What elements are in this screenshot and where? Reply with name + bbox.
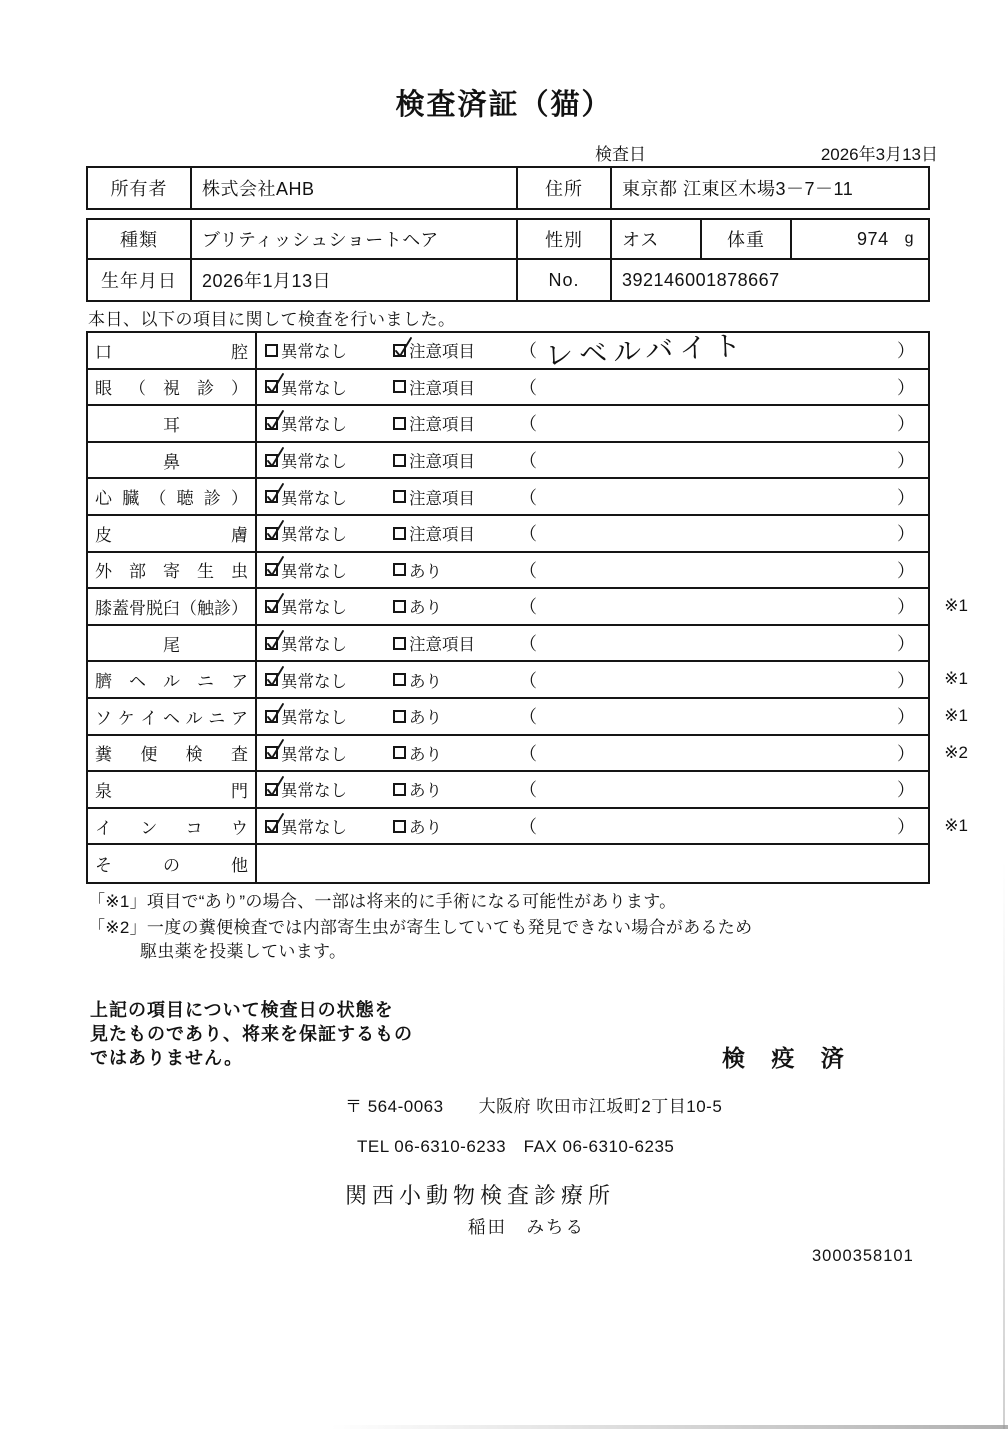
checkbox-icon <box>265 710 278 723</box>
paren-open: （ <box>519 414 537 435</box>
inspection-date-value: 2026年3月13日 <box>820 145 938 164</box>
checkbox-label: 注意項目 <box>409 416 475 435</box>
checkbox-label: あり <box>409 709 442 728</box>
checkbox-attention <box>393 699 442 734</box>
handwritten-check-icon <box>264 701 285 726</box>
checkbox-no-abnormality <box>265 772 347 807</box>
pet-row-2 <box>88 260 928 300</box>
checkbox-label: 異常なし <box>281 599 347 618</box>
checkbox-no-abnormality <box>265 626 347 661</box>
checkbox-label: 異常なし <box>281 489 347 508</box>
paren-close: ） <box>897 560 915 581</box>
exam-result-cell <box>257 370 928 405</box>
exam-result-cell <box>257 662 928 697</box>
checkbox-label: 異常なし <box>281 709 347 728</box>
checkbox-label: 異常なし <box>281 636 347 655</box>
exam-result-cell <box>257 626 928 661</box>
exam-result-cell <box>257 699 928 734</box>
paren-close: ） <box>897 597 915 618</box>
checkbox-label: 異常なし <box>281 672 347 691</box>
checkbox-label: 異常なし <box>281 416 347 435</box>
exam-result-cell <box>257 406 928 441</box>
paren-close: ） <box>897 780 915 801</box>
exam-item-label: そ の 他 <box>88 845 257 882</box>
checkbox-no-abnormality <box>265 553 347 588</box>
weight-value <box>792 220 928 258</box>
paren-close: ） <box>897 487 915 508</box>
exam-result-cell <box>257 736 928 771</box>
exam-row <box>88 516 928 553</box>
paren-open: （ <box>519 451 537 472</box>
exam-result-cell <box>257 553 928 588</box>
owner-label: 所有者 <box>88 168 192 208</box>
exam-item-label: 泉 門 <box>88 772 257 807</box>
exam-row <box>88 699 968 736</box>
checkbox-icon <box>393 344 406 357</box>
scan-artifact-bottom-edge <box>330 1425 1008 1429</box>
address-value: 東京都 江東区木場3－7－11 <box>622 179 854 199</box>
checkbox-no-abnormality <box>265 662 347 697</box>
checkbox-label: 異常なし <box>281 745 347 764</box>
checkbox-no-abnormality <box>265 699 347 734</box>
quarantine-passed-stamp: 検 疫 済 <box>722 1045 854 1071</box>
checkbox-no-abnormality <box>265 809 347 844</box>
exam-result-cell <box>257 589 928 624</box>
paren-open: （ <box>519 377 537 398</box>
checkbox-label: 注意項目 <box>409 636 475 655</box>
checkbox-label: 異常なし <box>281 343 347 362</box>
exam-result-cell <box>257 329 928 372</box>
checkbox-attention <box>393 333 475 368</box>
exam-result-cell <box>257 772 928 807</box>
footnote-2-line-2: 駆虫薬を投薬しています。 <box>140 942 347 961</box>
exam-row <box>88 589 968 626</box>
checkbox-no-abnormality <box>265 736 347 771</box>
paren-close: ） <box>897 670 915 691</box>
paren-close: ） <box>897 341 915 362</box>
checkbox-attention <box>393 809 442 844</box>
checkbox-label: あり <box>409 562 442 581</box>
checkbox-icon <box>265 417 278 430</box>
exam-intro-text: 本日、以下の項目に関して検査を行いました。 <box>88 310 456 329</box>
paren-open: （ <box>519 817 537 838</box>
sex-label: 性別 <box>518 220 612 258</box>
disclaimer-line-1: 上記の項目について検査日の状態を <box>90 1000 394 1020</box>
checkbox-icon <box>265 783 278 796</box>
checkbox-icon <box>393 490 406 503</box>
paren-close: ） <box>897 743 915 764</box>
checkbox-attention <box>393 772 442 807</box>
certificate-no-label: No. <box>518 260 612 300</box>
exam-row <box>88 443 928 480</box>
exam-item-label: イ ン コ ウ <box>88 809 257 844</box>
pet-row-1 <box>88 220 928 260</box>
exam-row <box>88 479 928 516</box>
footnote-mark: ※1 <box>944 596 968 616</box>
footnote-mark: ※2 <box>944 742 968 762</box>
handwritten-check-icon <box>264 408 285 433</box>
paren-open: （ <box>519 670 537 691</box>
address-label: 住所 <box>518 168 612 208</box>
clinic-tel-fax: TEL 06-6310-6233 FAX 06-6310-6235 <box>357 1137 675 1156</box>
checkbox-icon <box>393 673 406 686</box>
checkbox-attention <box>393 443 475 478</box>
checkbox-icon <box>265 600 278 613</box>
paren-close: ） <box>897 414 915 435</box>
checkbox-icon <box>393 600 406 613</box>
exam-result-cell <box>257 516 928 551</box>
exam-row <box>88 662 968 699</box>
checkbox-icon <box>265 344 278 357</box>
checkbox-icon <box>265 746 278 759</box>
checkbox-icon <box>265 527 278 540</box>
birthdate-value: 2026年1月13日 <box>192 260 518 300</box>
weight-unit: g <box>904 230 914 247</box>
checkbox-label: 異常なし <box>281 379 347 398</box>
paren-open: （ <box>519 634 537 655</box>
exam-row <box>88 329 928 372</box>
checkbox-attention <box>393 370 475 405</box>
paren-close: ） <box>897 524 915 545</box>
footnote-mark: ※1 <box>944 669 968 689</box>
handwritten-check-icon <box>264 774 285 799</box>
paren-open: （ <box>519 341 537 362</box>
checkbox-label: 注意項目 <box>409 379 475 398</box>
inspection-date-label: 検査日 <box>595 145 646 164</box>
checkbox-icon <box>265 820 278 833</box>
paren-open: （ <box>519 743 537 764</box>
exam-item-label: 外 部 寄 生 虫 <box>88 553 257 588</box>
handwritten-check-icon <box>264 518 285 543</box>
handwritten-check-icon <box>264 591 285 616</box>
checkbox-label: 注意項目 <box>409 526 475 545</box>
scan-artifact-right-edge <box>1003 860 1005 1429</box>
breed-label: 種類 <box>88 220 192 258</box>
checkbox-icon <box>265 637 278 650</box>
exam-row <box>88 406 928 443</box>
sex-value: オス <box>612 220 702 258</box>
exam-row <box>88 553 928 590</box>
checkbox-attention <box>393 626 475 661</box>
checkbox-no-abnormality <box>265 333 347 368</box>
exam-row <box>88 626 928 663</box>
checkbox-icon <box>265 380 278 393</box>
exam-table <box>86 329 968 884</box>
checkbox-attention <box>393 736 442 771</box>
exam-row <box>88 370 928 407</box>
owner-row <box>88 168 928 208</box>
handwritten-check-icon <box>264 628 285 653</box>
checkbox-label: 異常なし <box>281 453 347 472</box>
exam-row <box>88 809 968 846</box>
exam-result-cell <box>257 479 928 514</box>
exam-item-label: 鼻 <box>88 443 257 478</box>
owner-table <box>86 166 930 210</box>
checkbox-label: 異常なし <box>281 526 347 545</box>
handwritten-check-icon <box>264 737 285 762</box>
checkbox-icon <box>393 563 406 576</box>
exam-item-label: 皮 膚 <box>88 516 257 551</box>
handwritten-check-icon <box>264 445 285 470</box>
checkbox-attention <box>393 589 442 624</box>
checkbox-label: 注意項目 <box>409 343 475 362</box>
breed-value: ブリティッシュショートヘア <box>192 220 518 258</box>
disclaimer-line-3: ではありません。 <box>90 1048 244 1068</box>
checkbox-icon <box>393 820 406 833</box>
paren-close: ） <box>897 817 915 838</box>
checkbox-label: 異常なし <box>281 819 347 838</box>
clinic-name: 関西小動物検査診療所 <box>345 1183 616 1208</box>
paren-close: ） <box>897 707 915 728</box>
checkbox-icon <box>265 490 278 503</box>
checkbox-icon <box>393 527 406 540</box>
exam-row <box>88 772 928 809</box>
exam-result-cell <box>257 845 928 882</box>
handwritten-note: レベルバイト <box>544 329 748 372</box>
checkbox-icon <box>265 454 278 467</box>
exam-item-label: 膝 蓋 骨 脱 臼 （ 触 診 ） <box>88 589 257 624</box>
exam-result-cell <box>257 443 928 478</box>
checkbox-label: あり <box>409 819 442 838</box>
checkbox-label: 異常なし <box>281 782 347 801</box>
handwritten-check-icon <box>264 481 285 506</box>
checkbox-label: 異常なし <box>281 562 347 581</box>
checkbox-no-abnormality <box>265 589 347 624</box>
checkbox-icon <box>393 783 406 796</box>
document-title: 検査済証（猫） <box>395 89 613 121</box>
checkbox-label: 注意項目 <box>409 489 475 508</box>
checkbox-label: あり <box>409 745 442 764</box>
paren-open: （ <box>519 487 537 508</box>
weight-number: 974 <box>857 228 889 249</box>
exam-item-label: 心 臓 （ 聴 診 ） <box>88 479 257 514</box>
checkbox-attention <box>393 662 442 697</box>
paren-open: （ <box>519 707 537 728</box>
paren-open: （ <box>519 560 537 581</box>
paren-open: （ <box>519 524 537 545</box>
exam-item-label: 口 腔 <box>88 333 257 368</box>
paren-close: ） <box>897 634 915 655</box>
checkbox-label: あり <box>409 782 442 801</box>
exam-item-label: 耳 <box>88 406 257 441</box>
paren-close: ） <box>897 451 915 472</box>
weight-label: 体重 <box>702 220 792 258</box>
birthdate-label: 生年月日 <box>88 260 192 300</box>
pet-table <box>86 218 930 302</box>
checkbox-no-abnormality <box>265 370 347 405</box>
exam-item-label: 糞 便 検 査 <box>88 736 257 771</box>
checkbox-attention <box>393 553 442 588</box>
checkbox-no-abnormality <box>265 406 347 441</box>
footnote-mark: ※1 <box>944 815 968 835</box>
footnote-2-line-1: 「※2」一度の糞便検査では内部寄生虫が寄生していても発見できない場合があるため <box>88 918 753 937</box>
footnote-mark: ※1 <box>944 705 968 725</box>
checkbox-icon <box>393 746 406 759</box>
disclaimer-line-2: 見たものであり、将来を保証するもの <box>90 1024 413 1044</box>
exam-item-label: 眼 （ 視 診 ） <box>88 370 257 405</box>
checkbox-icon <box>393 417 406 430</box>
checkbox-label: 注意項目 <box>409 453 475 472</box>
certificate-no-value: 392146001878667 <box>622 269 780 290</box>
checkbox-attention <box>393 479 475 514</box>
veterinarian-name: 稲田 みちる <box>468 1217 585 1237</box>
checkbox-attention <box>393 516 475 551</box>
checkbox-label: あり <box>409 672 442 691</box>
checkbox-icon <box>393 380 406 393</box>
checkbox-icon <box>265 673 278 686</box>
exam-row <box>88 845 928 882</box>
checkbox-icon <box>393 637 406 650</box>
owner-value: 株式会社AHB <box>192 168 518 208</box>
checkbox-label: あり <box>409 599 442 618</box>
paren-open: （ <box>519 780 537 801</box>
checkbox-no-abnormality <box>265 443 347 478</box>
inspection-date-row <box>595 140 938 165</box>
handwritten-check-icon <box>392 335 413 360</box>
exam-result-cell <box>257 809 928 844</box>
disclaimer-text <box>90 998 413 1070</box>
handwritten-check-icon <box>264 811 285 836</box>
checkbox-icon <box>265 563 278 576</box>
exam-row <box>88 736 968 773</box>
clinic-postal-address: 〒 564-0063 大阪府 吹田市江坂町2丁目10-5 <box>345 1097 723 1116</box>
handwritten-check-icon <box>264 664 285 689</box>
checkbox-attention <box>393 406 475 441</box>
checkbox-no-abnormality <box>265 479 347 514</box>
handwritten-check-icon <box>264 371 285 396</box>
exam-item-label: 尾 <box>88 626 257 661</box>
paren-close: ） <box>897 377 915 398</box>
checkbox-icon <box>393 710 406 723</box>
checkbox-icon <box>393 454 406 467</box>
serial-number: 3000358101 <box>812 1247 914 1265</box>
paren-open: （ <box>519 597 537 618</box>
handwritten-check-icon <box>264 554 285 579</box>
footnote-1: 「※1」項目で“あり”の場合、一部は将来的に手術になる可能性があります。 <box>88 892 677 911</box>
checkbox-no-abnormality <box>265 516 347 551</box>
exam-item-label: ソ ケ イ ヘ ル ニ ア <box>88 699 257 734</box>
exam-item-label: 臍 ヘ ル ニ ア <box>88 662 257 697</box>
